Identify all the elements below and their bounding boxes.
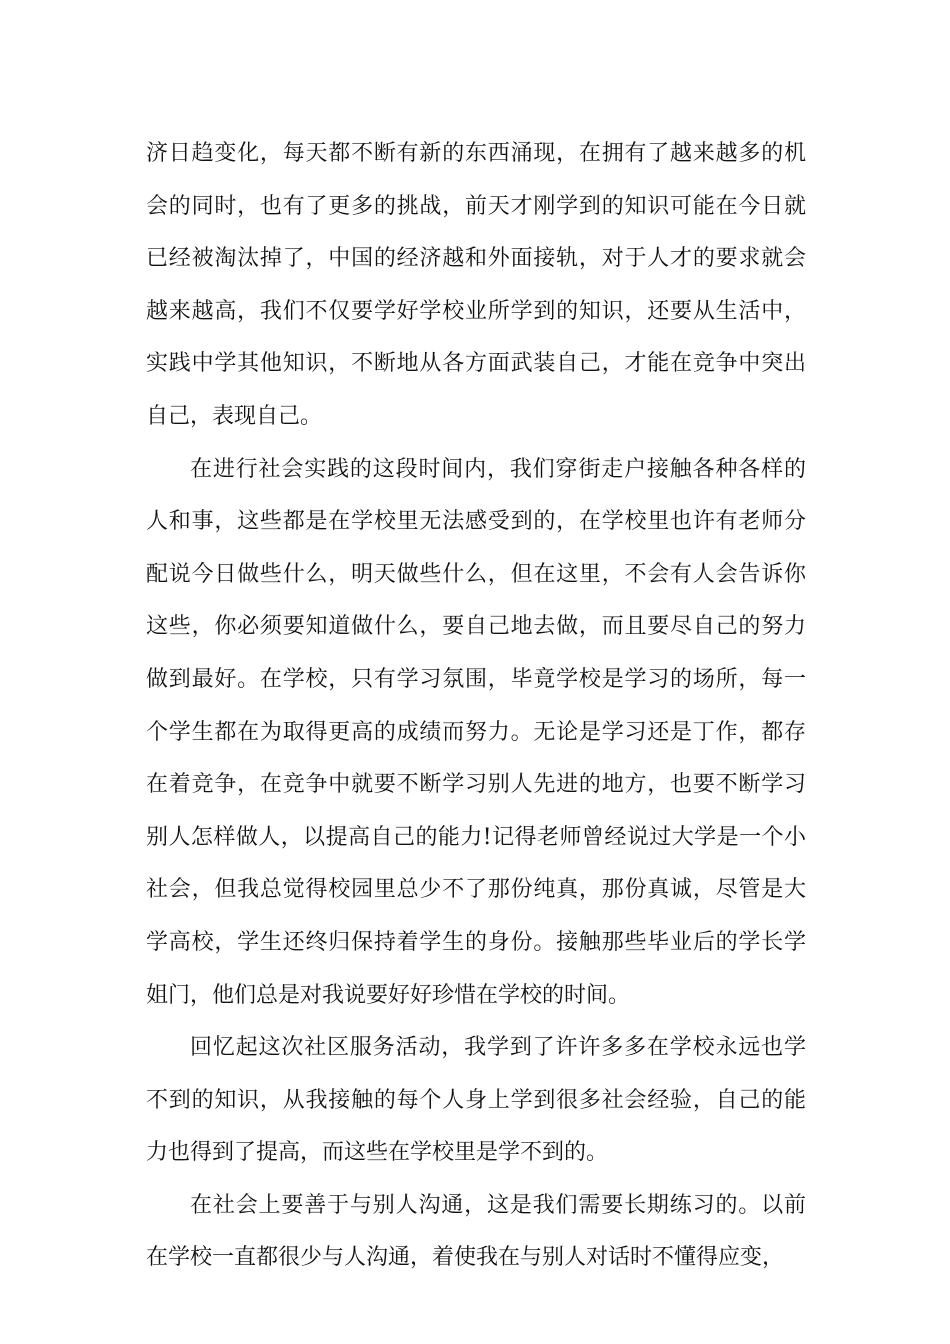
text-line: 在社会上要善于与别人沟通，这是我们需要长期练习的。以前 xyxy=(190,1192,806,1218)
text-line: 配说今日做些什么，明天做些什么，但在这里，不会有人会告诉你 xyxy=(146,561,806,587)
text-line: 不到的知识，从我接触的每个人身上学到很多社会经验，自己的能 xyxy=(146,1087,806,1113)
text-line: 在进行社会实践的这段时间内，我们穿街走户接触各种各样的 xyxy=(190,456,806,482)
text-line: 自己，表现自己。 xyxy=(146,403,323,429)
text-line: 已经被淘汰掉了，中国的经济越和外面接轨，对于人才的要求就会 xyxy=(146,246,806,272)
text-line: 越来越高，我们不仅要学好学校业所学到的知识，还要从生活中， xyxy=(146,298,806,324)
text-line: 济日趋变化，每天都不断有新的东西涌现，在拥有了越来越多的机 xyxy=(146,141,806,166)
text-line: 回忆起这次社区服务活动，我学到了许许多多在学校永远也学 xyxy=(190,1035,806,1061)
text-line: 在着竞争，在竞争中就要不断学习别人先进的地方，也要不断学习 xyxy=(146,772,806,798)
paragraph xyxy=(146,1022,806,1180)
paragraph xyxy=(146,1180,806,1285)
text-line: 做到最好。在学校，只有学习氛围，毕竟学校是学习的场所，每一 xyxy=(146,666,806,692)
paragraph xyxy=(146,128,806,444)
document-body xyxy=(146,128,806,1285)
text-line: 力也得到了提高，而这些在学校里是学不到的。 xyxy=(146,1140,609,1166)
text-line: 个学生都在为取得更高的成绩而努力。无论是学习还是丁作，都存 xyxy=(146,719,806,745)
text-line: 这些，你必须要知道做什么，要自己地去做，而且要尽自己的努力 xyxy=(146,614,806,640)
text-line: 别人怎样做人，以提高自己的能力!记得老师曾经说过大学是一个小 xyxy=(146,824,806,850)
text-line: 实践中学其他知识，不断地从各方面武装自己，才能在竞争中突出 xyxy=(146,351,806,377)
paragraph xyxy=(146,444,806,1023)
text-line: 学高校，学生还终归保持着学生的身份。接触那些毕业后的学长学 xyxy=(146,929,806,955)
text-line: 姐门，他们总是对我说要好好珍惜在学校的时间。 xyxy=(146,982,631,1008)
text-line: 人和事，这些都是在学校里无法感受到的，在学校里也许有老师分 xyxy=(146,509,806,535)
text-line: 会的同时，也有了更多的挑战，前天才刚学到的知识可能在今日就 xyxy=(146,193,806,219)
text-line: 在学校一直都很少与人沟通，着使我在与别人对话时不懂得应变， xyxy=(146,1245,785,1271)
text-line: 社会，但我总觉得校园里总少不了那份纯真，那份真诚，尽管是大 xyxy=(146,877,806,903)
